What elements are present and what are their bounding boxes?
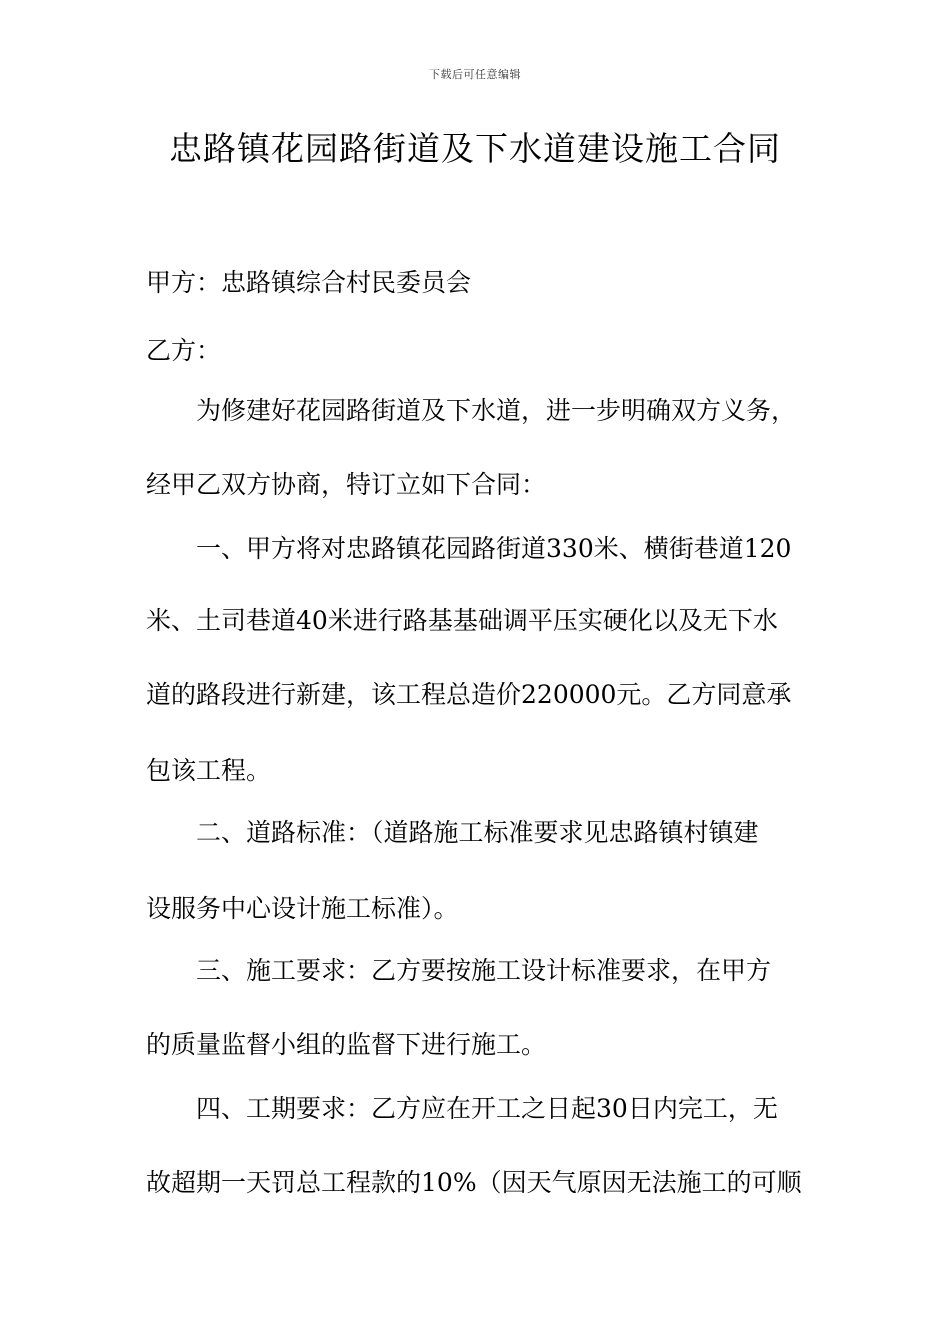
paragraph-line: 经甲乙双方协商，特订立如下合同： [146,470,547,499]
paragraph-line: 的质量监督小组的监督下进行施工。 [146,1030,547,1059]
paragraph-line: 二、道路标准：（道路施工标准要求见忠路镇村镇建 [196,818,759,847]
paragraph-line: 包该工程。 [146,756,272,785]
party-b-line: 乙方： [146,336,222,365]
party-a-line: 甲方：忠路镇综合村民委员会 [146,268,472,297]
paragraph-line: 设服务中心设计施工标准）。 [146,894,459,923]
paragraph-line: 故超期一天罚总工程款的10%（因天气原因无法施工的可顺 [146,1168,802,1197]
paragraph-line: 三、施工要求：乙方要按施工设计标准要求，在甲方 [196,956,772,985]
paragraph-line: 道的路段进行新建，该工程总造价220000元。乙方同意承 [146,680,792,709]
paragraph-line: 为修建好花园路街道及下水道，进一步明确双方义务， [196,396,797,425]
document-title: 忠路镇花园路街道及下水道建设施工合同 [169,129,781,168]
paragraph-line: 米、土司巷道40米进行路基基础调平压实硬化以及无下水 [146,606,778,635]
paragraph-line: 一、甲方将对忠路镇花园路街道330米、横街巷道120 [196,534,792,563]
paragraph-line: 四、工期要求：乙方应在开工之日起30日内完工，无 [196,1094,778,1123]
header-note: 下载后可任意编辑 [429,68,521,81]
